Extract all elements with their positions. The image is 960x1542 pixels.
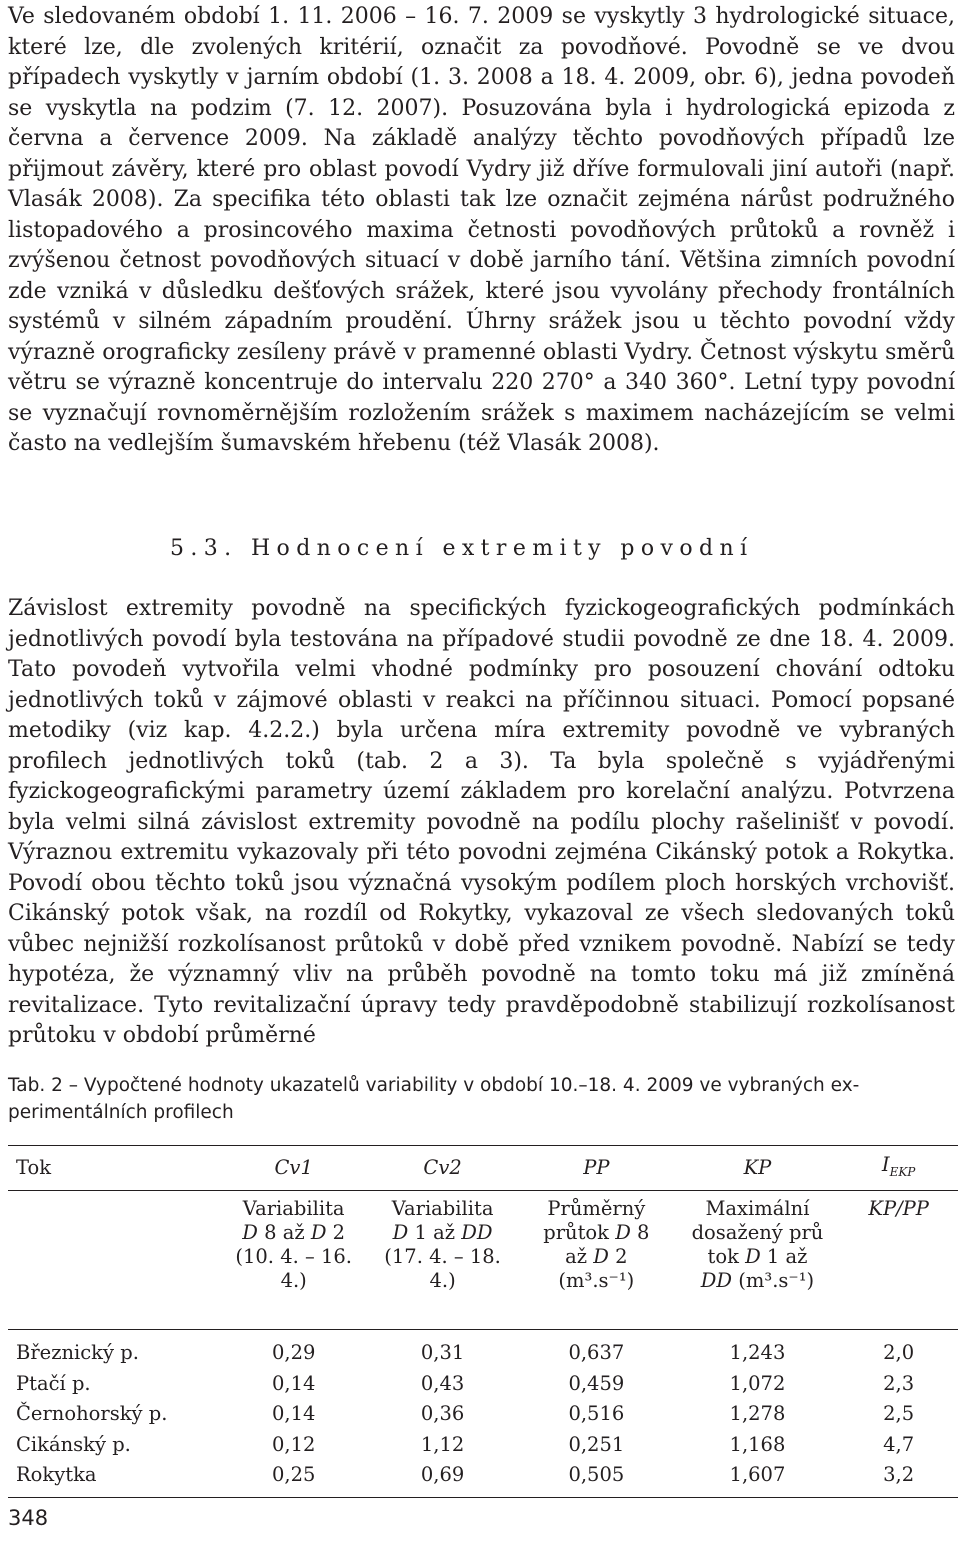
desc-pp-unit: (m³.s⁻¹) (558, 1269, 635, 1292)
desc-cv2-line3: (17. 4. – 18. 4.) (384, 1245, 501, 1292)
col-header-kp: KP (676, 1146, 840, 1191)
cell-tok: Ptačí p. (16, 1371, 91, 1395)
cell-cv2: 0,36 (420, 1402, 465, 1426)
cell-tok: Černohorský p. (16, 1402, 168, 1426)
cell-iekp: 2,3 (883, 1371, 915, 1395)
variability-table (8, 1145, 958, 1498)
cell-pp: 0,459 (568, 1371, 625, 1395)
desc-pp (517, 1191, 676, 1330)
cell-pp: 0,516 (568, 1402, 625, 1426)
desc-cv2-line1: Variabilita (391, 1197, 494, 1220)
paragraph-1: Ve sledovaném období 1. 11. 2006 – 16. 7. 2009 se vyskytly 3 hydrologické situace, které lze, dle zvolených kritérií, označit za povodňové. Povodně se ve dvou případech vyskytly v jarním období (1. 3. 2008 a 18. 4. 2009, obr. 6), jedna povodeň se vyskytla na podzim (7. 12. 2007). Posuzována byla i hydrologická epizoda z června a července 2009. Na základě analýzy těchto povodňových případů lze přijmout závěry, které pro oblast povodí Vydry již dříve formulovali jiní autoři (např. Vlasák 2008). Za specifika této oblasti tak lze označit zejména nárůst podružného listopadového a prosincového maxima četnosti povodňových průtoků a rovněž i zvýšenou četnost povodňových situací v době jarního tání. Většina zimních povodní zde vzniká v důsledku dešťových srážek, které jsou vyvolány přechody frontálních systémů v silném západním proudění. Úhrny srážek jsou u těchto povodní vždy výrazně orograficky zesíleny právě v pramenné oblasti Vydry. Četnost výskytu směrů větru se výrazně koncentruje do intervalu 220 270° a 340 360°. Letní typy povodní se vyznačují rovnoměrnějším rozložením srážek s maximem nacházejícím se velmi často na vedlejším šumavském hřebenu (též Vlasák 2008). (8, 4, 955, 456)
cell-iekp: 2,5 (883, 1402, 915, 1426)
cell-cv2: 0,69 (368, 1460, 517, 1497)
table-row (8, 1399, 958, 1430)
desc-cv1 (219, 1191, 368, 1330)
cell-cv1: 0,14 (271, 1402, 316, 1426)
cell-cv2: 1,12 (420, 1432, 465, 1456)
desc-cv2-line2: D 1 až DD (392, 1221, 493, 1244)
col-header-pp: PP (517, 1146, 676, 1191)
table-caption: Tab. 2 – Vypočtené hodnoty ukazatelů variability v období 10.–18. 4. 2009 ve vybraných experimentálních profilech (8, 1075, 860, 1123)
cell-kp: 1,278 (729, 1402, 786, 1426)
iekp-main: I (881, 1152, 890, 1176)
table-row (8, 1430, 958, 1461)
cell-cv1: 0,12 (271, 1432, 316, 1456)
cell-cv2: 0,43 (420, 1371, 465, 1395)
cell-cv2: 0,31 (420, 1341, 465, 1365)
desc-iekp: KP/PP (839, 1191, 958, 1330)
desc-cv1-line2: D 8 až D 2 (242, 1221, 346, 1244)
cell-pp: 0,251 (568, 1432, 625, 1456)
col-header-cv1: Cv1 (219, 1146, 368, 1191)
cell-kp: 1,607 (676, 1460, 840, 1497)
cell-cv1: 0,25 (219, 1460, 368, 1497)
desc-kp-line1: Maximální (705, 1197, 810, 1220)
desc-cv2 (368, 1191, 517, 1330)
section-title: 5.3. Hodnocení extremity povodní (170, 536, 754, 561)
desc-kp-line2: dosažený prů (691, 1221, 824, 1244)
table-header-descriptions (8, 1191, 958, 1330)
table-row (8, 1330, 958, 1369)
cell-pp: 0,505 (517, 1460, 676, 1497)
cell-tok: Rokytka (8, 1460, 219, 1497)
cell-kp: 1,243 (729, 1341, 786, 1365)
desc-cv1-line3: (10. 4. – 16. 4.) (235, 1245, 352, 1292)
cell-tok: Březnický p. (16, 1341, 139, 1365)
cell-kp: 1,168 (729, 1432, 786, 1456)
iekp-sub: EKP (889, 1164, 916, 1179)
desc-cv1-line1: Variabilita (242, 1197, 345, 1220)
cell-tok: Cikánský p. (16, 1432, 131, 1456)
cell-iekp: 2,0 (883, 1341, 915, 1365)
col-header-iekp (839, 1146, 958, 1191)
cell-iekp: 4,7 (883, 1432, 915, 1456)
desc-kp-line4: DD (m³.s⁻¹) (700, 1269, 815, 1292)
cell-cv1: 0,29 (271, 1341, 316, 1365)
table-row (8, 1460, 958, 1497)
table-header-codes (8, 1146, 958, 1191)
cell-iekp: 3,2 (839, 1460, 958, 1497)
desc-pp-line1: Průměrný (547, 1197, 646, 1220)
cell-cv1: 0,14 (271, 1371, 316, 1395)
col-header-cv2: Cv2 (368, 1146, 517, 1191)
cell-kp: 1,072 (729, 1371, 786, 1395)
page-number: 348 (8, 1506, 49, 1530)
desc-pp-line3: až D 2 (565, 1245, 628, 1268)
table-row (8, 1369, 958, 1400)
desc-pp-line2: průtok D 8 (543, 1221, 650, 1244)
paragraph-2: Závislost extremity povodně na specifických fyzickogeografických podmínkách jednotlivých povodí byla testována na případové studii povodně ze dne 18. 4. 2009. Tato povodeň vytvořila velmi vhodné podmínky pro posouzení chování odtoku jednotlivých toků v zájmové oblasti v reakci na příčinnou situaci. Pomocí popsané metodiky (viz kap. 4.2.2.) byla určena míra extremity povodně ve vybraných profilech jednotlivých toků (tab. 2 a 3). Ta byla společně s vyjádřenými fyzickogeografickými parametry území základem pro korelační analýzu. Potvrzena byla velmi silná závislost extremity povodně na podílu plochy rašelinišť v povodí. Výraznou extremitu vykazovaly při této povodni zejména Cikánský potok a Rokytka. Povodí obou těchto toků jsou význačná vysokým podílem ploch horských vrchovišť. Cikánský potok však, na rozdíl od Rokytky, vykazoval ze všech sledovaných toků vůbec nejnižší rozkolísanost průtoků v době před vznikem povodně. Nabízí se tedy hypotéza, že významný vliv na průběh povodně na tomto toku má již zmíněná revitalizace. Tyto revitalizační úpravy tedy pravděpodobně stabilizují rozkolísanost průtoku v období průměrné (8, 596, 955, 1048)
desc-kp-line3: tok D 1 až (707, 1245, 808, 1268)
desc-kp (676, 1191, 840, 1330)
cell-pp: 0,637 (568, 1341, 625, 1365)
col-header-tok: Tok (8, 1146, 219, 1191)
